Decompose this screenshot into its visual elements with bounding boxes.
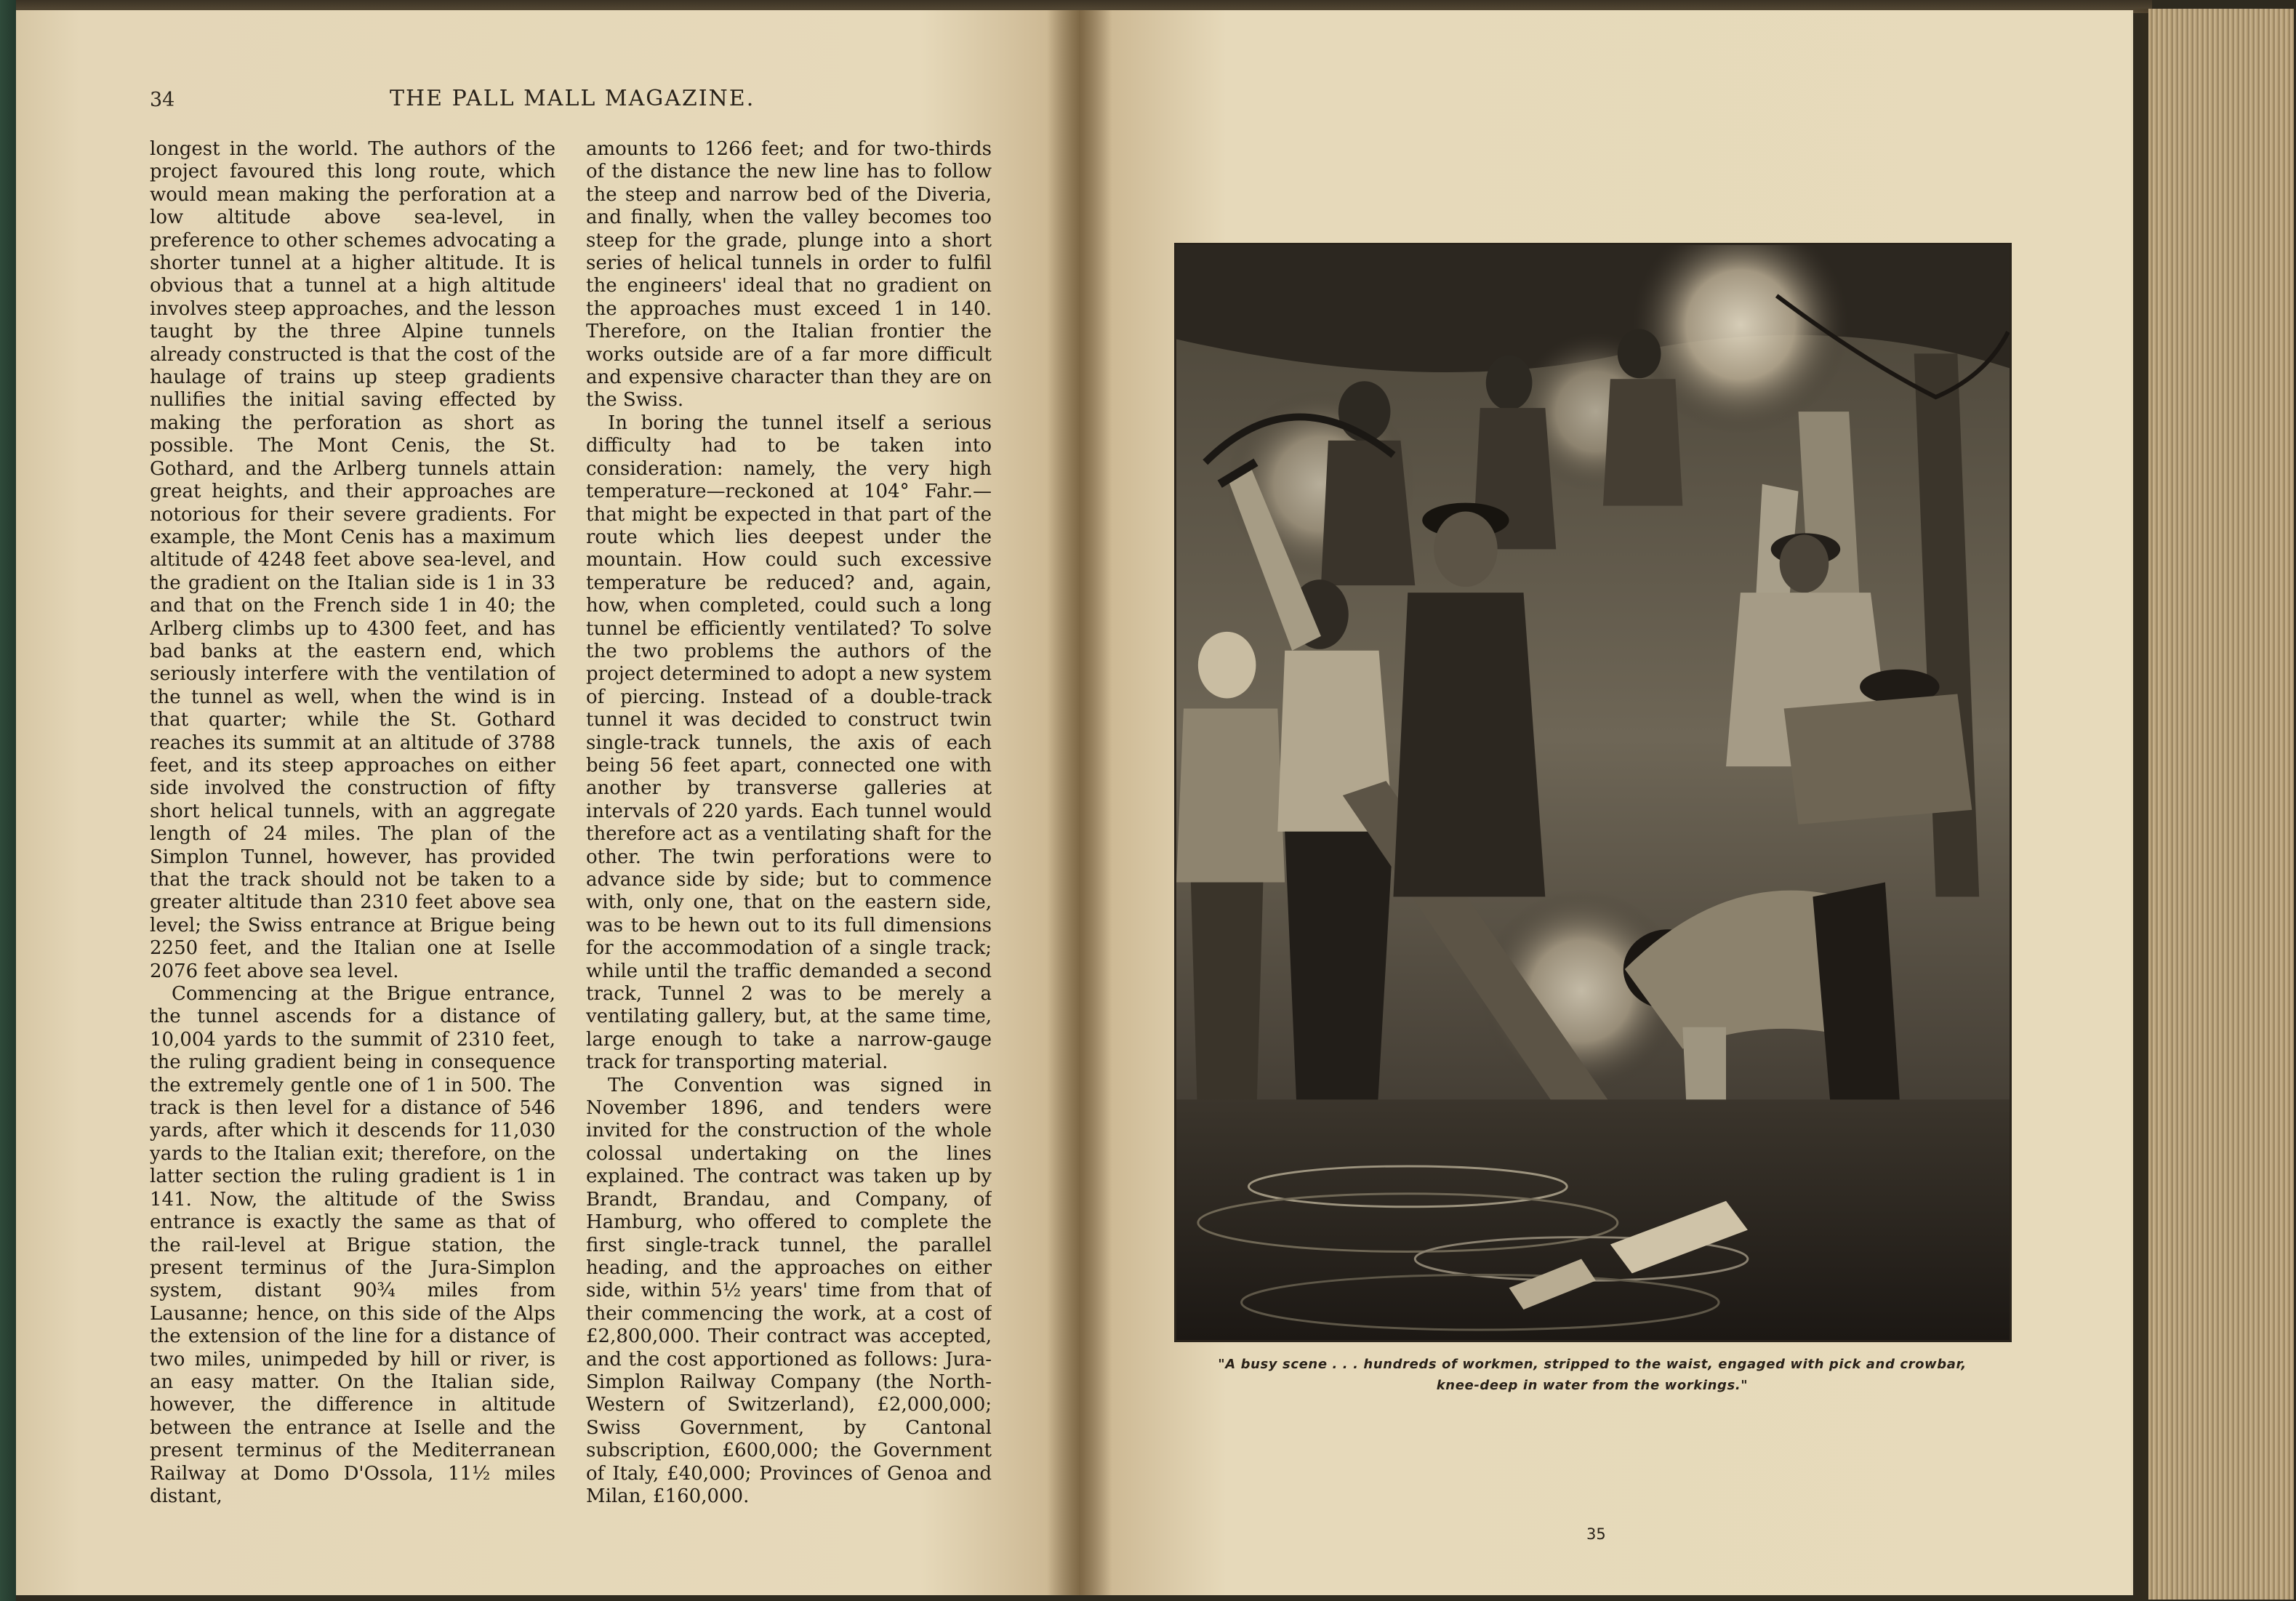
book-gutter <box>1047 10 1112 1595</box>
paragraph: amounts to 1266 feet; and for two-thirds of the distance the new line has to follow the steep and narrow bed of the Diveria, and finally, when the valley becomes too steep for the grade, plunge into a short series of helical tunnels in order to fulfil the engineers' ideal that no gradient on the approaches must exceed 1 in 140. Therefore, on the Italian frontier the works outside are of a far more difficult and expensive character than they are on the Swiss. <box>586 138 992 412</box>
page-number-left: 34 <box>150 89 175 111</box>
paragraph: The Convention was signed in November 1896, and tenders were invited for the construction of the whole colossal undertaking on the lines explained. The contract was taken up by Brandt, Brandau, and Company, of Hamburg, who offered to complete the first single-track tunnel, the parallel heading, and the approaches on either side, within 5½ years' time from that of their commencing the work, at a cost of £2,800,000. Their contract was accepted, and the cost apportioned as follows: Jura-Simplon Railway Company (the North-Western of Switzerland), £2,000,000; Swiss Government, by Cantonal subscription, £600,000; the Government of Italy, £40,000; Provinces of Genoa and Milan, £160,000. <box>586 1074 992 1505</box>
illustration-caption <box>1192 1354 1992 1396</box>
cover-left-edge <box>0 0 16 1601</box>
tunnel-workers-illustration <box>1174 243 2012 1342</box>
engraving-image <box>1176 245 2010 1340</box>
paragraph: Commencing at the Brigue entrance, the tunnel ascends for a distance of 10,004 yards to the summit of 2310 feet, the ruling gradient being in consequence the extremely gentle one of 1 in 500. The track is then level for a distance of 546 yards, after which it descends for 11,030 yards to the Italian exit; therefore, on the latter section the ruling gradient is 1 in 141. Now, the altitude of the Swiss entrance is exactly the same as that of the rail-level at Brigue station, the present terminus of the Jura-Simplon system, distant 90¾ miles from Lausanne; hence, on this side of the Alps the extension of the line for a distance of two miles, unimpeded by hill or river, is an easy matter. On the Italian side, however, the difference in altitude between the entrance at Iselle and the present terminus of the Mediterranean Railway at Domo D'Ossola, 11½ miles distant, <box>150 983 555 1505</box>
paragraph: longest in the world. The authors of the project favoured this long route, which would mean making the perforation at a low altitude above sea-level, in preference to other schemes advocating a shorter tunnel at a higher altitude. It is obvious that a tunnel at a high altitude involves steep approaches, and the lesson taught by the three Alpine tunnels already constructed is that the cost of the haulage of trains up steep gradients nullifies the initial saving effected by making the perforation as short as possible. The Mont Cenis, the St. Gothard, and the Arlberg tunnels attain great heights, and their approaches are notorious for their severe gradients. For example, the Mont Cenis has a maximum altitude of 4248 feet above sea-level, and the gradient on the Italian side is 1 in 33 and that on the French side 1 in 40; the Arlberg climbs up to 4300 feet, and has bad banks at the eastern end, which seriously interfere with the ventilation of the tunnel as well, when the wind is in that quarter; while the St. Gothard reaches its summit at an altitude of 3788 feet, and its steep approaches on either side involved the construction of fifty short helical tunnels, with an aggregate length of 24 miles. The plan of the Simplon Tunnel, however, has provided that the track should not be taken to a greater altitude than 2310 feet above sea level; the Swiss entrance at Brigue being 2250 feet, and the Italian one at Iselle 2076 feet above sea level. <box>150 138 555 982</box>
page-number-right: 35 <box>1586 1525 1606 1543</box>
magazine-title: THE PALL MALL MAGAZINE. <box>390 86 755 111</box>
page-block-edges <box>2148 9 2294 1600</box>
text-column-1 <box>150 138 555 1505</box>
text-column-2 <box>586 138 992 1505</box>
paragraph: In boring the tunnel itself a serious difficulty had to be taken into consideration: namely, the very high temperature—reckoned at 104° Fahr.—that might be expected in that part of the route which lies deepest under the mountain. How could such excessive temperature be reduced? and, again, how, when completed, could such a long tunnel be efficiently ventilated? To solve the two problems the authors of the project determined to adopt a new system of piercing. Instead of a double-track tunnel it was decided to construct twin single-track tunnels, the axis of each being 56 feet apart, connected one with another by transverse galleries at intervals of 220 yards. Each tunnel would therefore act as a ventilating shaft for the other. The twin perforations were to advance side by side; but to commence with, only one, that on the eastern side, was to be hewn out to its full dimensions for the accommodation of a single track; while until the traffic demanded a second track, Tunnel 2 was to be merely a ventilating gallery, but, at the same time, large enough to take a narrow-gauge track for transporting material. <box>586 412 992 1074</box>
running-head <box>150 86 1000 118</box>
caption-line-2: knee-deep in water from the workings." <box>1436 1378 1749 1393</box>
caption-line-1: "A busy scene . . . hundreds of workmen, stripped to the waist, engaged with pick and crowbar, <box>1218 1357 1967 1372</box>
